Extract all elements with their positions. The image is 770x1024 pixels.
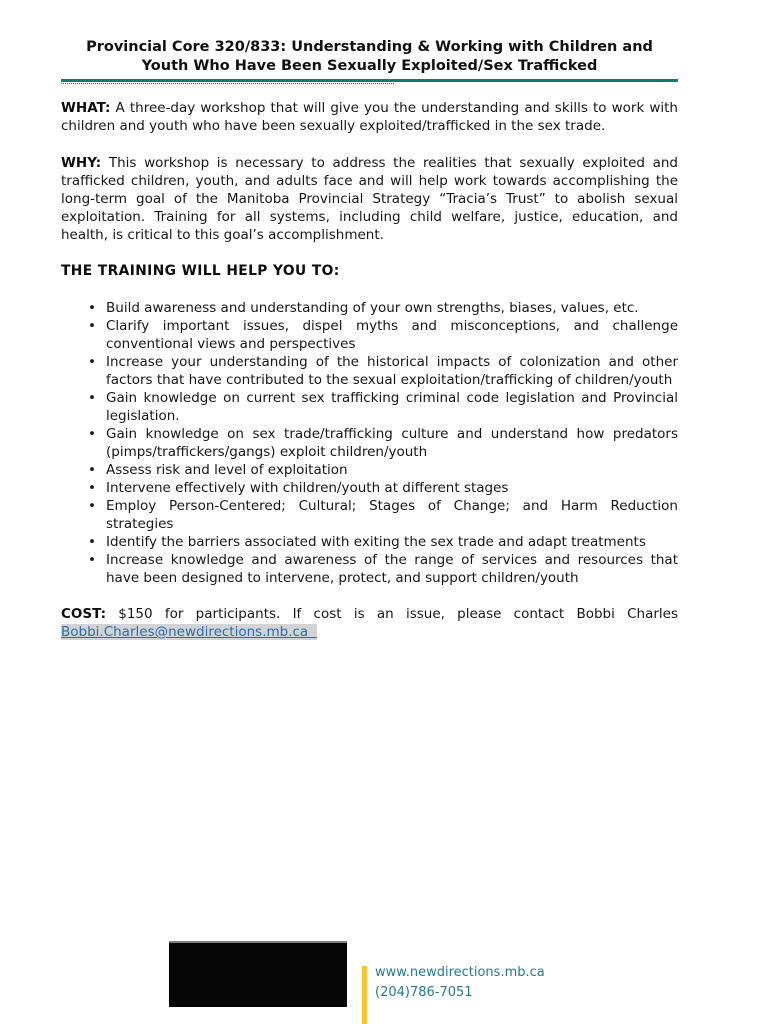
- bullet-icon: •: [88, 462, 96, 478]
- list-item-text: Gain knowledge on current sex trafficking criminal code legislation and Provincial legislation.: [106, 390, 678, 424]
- bullet-icon: •: [88, 552, 96, 568]
- footer-accent-bar: [362, 966, 367, 1024]
- cost-text: $150 for participants. If cost is an issue, please contact Bobbi Charles: [118, 606, 679, 622]
- list-item: [61, 299, 678, 317]
- list-item-text: Clarify important issues, dispel myths and misconceptions, and challenge conventional views and perspectives: [106, 318, 678, 352]
- list-item: [61, 497, 678, 533]
- list-item: [61, 353, 678, 389]
- cost-label: COST:: [61, 606, 106, 622]
- list-item-text: Build awareness and understanding of your own strengths, biases, values, etc.: [106, 300, 639, 316]
- page-title-line2: Youth Who Have Been Sexually Exploited/Sex Trafficked: [141, 58, 598, 74]
- cost-paragraph: [61, 605, 678, 641]
- page-title: [61, 38, 678, 76]
- why-label: WHY:: [61, 155, 102, 171]
- list-item: [61, 551, 678, 587]
- what-label: WHAT:: [61, 100, 111, 116]
- page-title-line1: Provincial Core 320/833: Understanding & Working with Children and: [86, 39, 653, 55]
- why-paragraph: [61, 154, 678, 244]
- list-item: [61, 389, 678, 425]
- list-item-text: Identify the barriers associated with exiting the sex trade and adapt treatments: [106, 534, 646, 550]
- bullet-icon: •: [88, 498, 96, 514]
- bullet-icon: •: [88, 534, 96, 550]
- redacted-logo-block: [169, 941, 347, 1007]
- list-item: [61, 425, 678, 461]
- bullet-icon: •: [88, 390, 96, 406]
- list-item: [61, 533, 678, 551]
- list-item-text: Gain knowledge on sex trade/trafficking culture and understand how predators (pimps/traffickers/gangs) exploit children/youth: [106, 426, 678, 460]
- bullet-icon: •: [88, 300, 96, 316]
- bullet-icon: •: [88, 426, 96, 442]
- list-item-text: Assess risk and level of exploitation: [106, 462, 348, 478]
- list-item-text: Increase your understanding of the historical impacts of colonization and other factors that have contributed to the sexual exploitation/trafficking of children/youth: [106, 354, 678, 388]
- list-item-text: Intervene effectively with children/youth at different stages: [106, 480, 509, 496]
- bullet-icon: •: [88, 480, 96, 496]
- email-link[interactable]: Bobbi.Charles@newdirections.mb.ca: [61, 624, 317, 640]
- list-item: [61, 317, 678, 353]
- list-item-text: Employ Person-Centered; Cultural; Stages of Change; and Harm Reduction strategies: [106, 498, 678, 532]
- list-item: [61, 479, 678, 497]
- training-bullet-list: [61, 299, 678, 587]
- footer-website-link[interactable]: www.newdirections.mb.ca: [375, 965, 545, 980]
- list-item-text: Increase knowledge and awareness of the range of services and resources that have been designed to intervene, protect, and support children/youth: [106, 552, 678, 586]
- what-text: A three-day workshop that will give you the understanding and skills to work with children and youth who have been sexually exploited/trafficked in the sex trade.: [61, 100, 678, 134]
- bullet-icon: •: [88, 318, 96, 334]
- training-heading: THE TRAINING WILL HELP YOU TO:: [61, 263, 340, 279]
- bullet-icon: •: [88, 354, 96, 370]
- footer-phone: (204)786-7051: [375, 985, 473, 1000]
- document-content: [61, 0, 678, 641]
- what-paragraph: [61, 99, 678, 135]
- why-text: This workshop is necessary to address the realities that sexually exploited and trafficked children, youth, and adults face and will help work towards accomplishing the long-term goal of the Manitoba Provincial Strategy “Tracia’s Trust” to abolish sexual exploitation. Training for all systems, including child welfare, justice, education, and health, is critical to this goal’s accomplishment.: [61, 155, 678, 243]
- list-item: [61, 461, 678, 479]
- title-underline-rule: [61, 79, 678, 82]
- footer-contact-block: [375, 963, 557, 1003]
